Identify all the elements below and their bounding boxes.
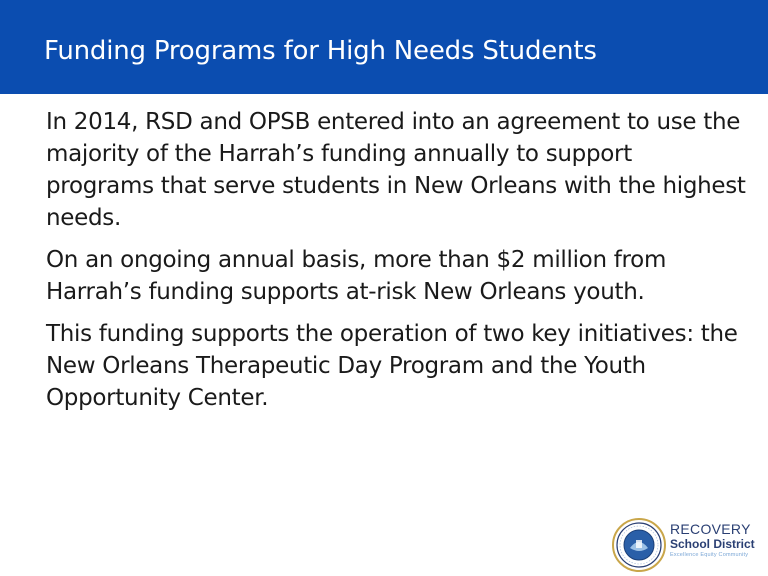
body-paragraph-3: This funding supports the operation of two key initiatives: the New Orleans Therapeutic Day Program and the Youth Opportunity Center.: [46, 321, 738, 411]
district-seal-icon: [612, 518, 666, 572]
slide-body: [46, 106, 746, 424]
logo-school-district-text: School District: [670, 537, 755, 551]
logo-tagline: Excellence Equity Community: [670, 552, 749, 558]
body-paragraph-2: On an ongoing annual basis, more than $2 million from Harrah’s funding supports at-risk New Orleans youth.: [46, 247, 667, 305]
body-paragraph-1: In 2014, RSD and OPSB entered into an agreement to use the majority of the Harrah’s funding annually to support programs that serve students in New Orleans with the highest needs.: [46, 109, 746, 231]
slide-title: Funding Programs for High Needs Students: [44, 36, 597, 66]
recovery-school-district-logo: [612, 518, 762, 572]
logo-recovery-text: RECOVERY: [670, 521, 751, 537]
